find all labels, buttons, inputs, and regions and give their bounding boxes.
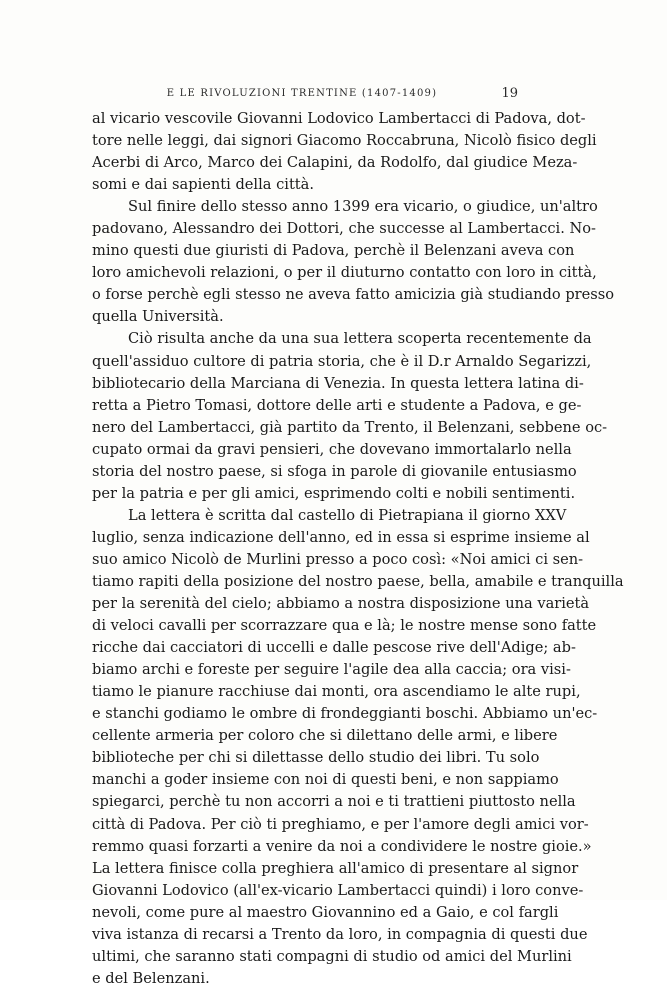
text-line: nevoli, come pure al maestro Giovannino ed a Gaio, e col fargli [92, 903, 559, 921]
text-line: mino questi due giuristi di Padova, perchè il Belenzani aveva con [92, 242, 575, 260]
text-line: per la serenità del cielo; abbiamo a nostra disposizione una varietà [92, 595, 590, 613]
text-line: storia del nostro paese, si sfoga in parole di giovanile entusiasmo [92, 462, 577, 480]
text-line: tiamo le pianure racchiuse dai monti, ora ascendiamo le alte rupi, [92, 683, 581, 701]
text-line: manchi a goder insieme con noi di questi beni, e non sappiamo [92, 771, 559, 789]
text-line: Sul finire dello stesso anno 1399 era vicario, o giudice, un'altro [128, 198, 598, 216]
text-line: ultimi, che saranno stati compagni di studio od amici del Murlini [92, 947, 572, 965]
text-line: ricche dai cacciatori di uccelli e dalle pescose rive dell'Adige; ab- [92, 639, 576, 657]
body-text [92, 108, 624, 990]
text-line: o forse perchè egli stesso ne aveva fatto amicizia già studiando presso [92, 286, 615, 304]
text-line: padovano, Alessandro dei Dottori, che successe al Lambertacci. No- [92, 220, 596, 238]
text-line: Ciò risulta anche da una sua lettera scoperta recentemente da [128, 330, 592, 348]
text-line: nero del Lambertacci, già partito da Trento, il Belenzani, sebbene oc- [92, 418, 608, 436]
text-line: suo amico Nicolò de Murlini presso a poco così: «Noi amici ci sen- [92, 550, 584, 568]
text-line: Giovanni Lodovico (all'ex-vicario Lambertacci quindi) i loro conve- [92, 881, 584, 899]
text-line: La lettera è scritta dal castello di Pietrapiana il giorno XXV [128, 506, 567, 524]
text-line: retta a Pietro Tomasi, dottore delle arti e studente a Padova, e ge- [92, 396, 582, 414]
text-line: tiamo rapiti della posizione del nostro paese, bella, amabile e tranquilla [92, 572, 624, 590]
text-line: tore nelle leggi, dai signori Giacomo Roccabruna, Nicolò fisico degli [92, 132, 597, 150]
text-line: cupato ormai da gravi pensieri, che dovevano immortalarlo nella [92, 440, 572, 458]
running-title: E LE RIVOLUZIONI TRENTINE (1407-1409) [166, 88, 438, 99]
text-line: cellente armeria per coloro che si dilettano delle armi, e libere [92, 727, 558, 745]
text-line: Acerbi di Arco, Marco dei Calapini, da Rodolfo, dal giudice Meza- [92, 154, 578, 172]
text-line: somi e dai sapienti della città. [92, 176, 315, 194]
text-line: città di Padova. Per ciò ti preghiamo, e per l'amore degli amici vor- [92, 815, 589, 833]
text-line: al vicario vescovile Giovanni Lodovico Lambertacci di Padova, dot- [92, 110, 586, 127]
text-line: per la patria e per gli amici, esprimendo colti e nobili sentimenti. [92, 484, 576, 502]
text-line: biblioteche per chi si dilettasse dello studio dei libri. Tu solo [92, 749, 540, 767]
text-line: remmo quasi forzarti a venire da noi a condividere le nostre gioie.» [92, 837, 592, 855]
text-line: La lettera finisce colla preghiera all'amico di presentare al signor [92, 859, 579, 877]
text-line: di veloci cavalli per scorrazzare qua e là; le nostre mense sono fatte [92, 617, 597, 635]
text-line: e del Belenzani. [92, 969, 210, 987]
text-line: loro amichevoli relazioni, o per il diuturno contatto con loro in città, [92, 264, 597, 282]
text-line: quella Università. [92, 308, 224, 326]
text-line: biamo archi e foreste per seguire l'agile dea alla caccia; ora visi- [92, 661, 571, 679]
text-line: bibliotecario della Marciana di Venezia. In questa lettera latina di- [92, 374, 584, 392]
text-line: quell'assiduo cultore di patria storia, che è il D.r Arnaldo Segarizzi, [92, 352, 592, 370]
text-line: spiegarci, perchè tu non accorri a noi e ti trattieni piuttosto nella [92, 793, 576, 811]
text-line: viva istanza di recarsi a Trento da loro, in compagnia di questi due [92, 925, 588, 943]
text-line: luglio, senza indicazione dell'anno, ed in essa si esprime insieme al [92, 528, 590, 546]
page-number: 19 [501, 86, 518, 101]
text-line: e stanchi godiamo le ombre di frondeggianti boschi. Abbiamo un'ec- [92, 705, 598, 723]
